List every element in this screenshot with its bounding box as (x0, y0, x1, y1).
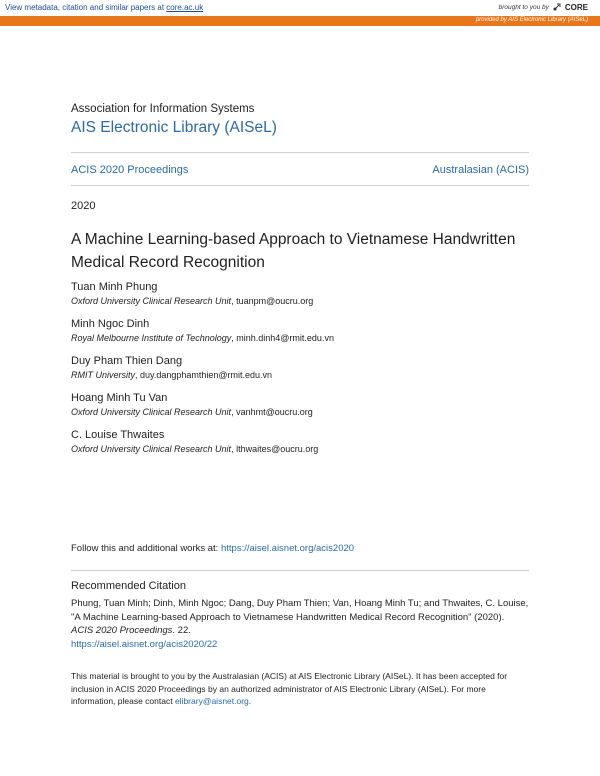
citation-number: . 22. (172, 625, 191, 636)
divider-citation (71, 570, 529, 571)
author-institution: RMIT University (71, 370, 136, 380)
author-name: Duy Pham Thien Dang (71, 355, 183, 367)
author-affiliation (71, 332, 531, 345)
author-entry (71, 318, 531, 355)
author-institution: Oxford University Clinical Research Unit (71, 407, 232, 417)
contact-email-link[interactable]: elibrary@aisnet.org (174, 696, 249, 706)
author-entry (71, 355, 531, 392)
citation-heading: Recommended Citation (71, 580, 186, 592)
author-affiliation (71, 406, 531, 419)
citation-link[interactable]: https://aisel.aisnet.org/acis2020/22 (71, 638, 218, 650)
author-institution: Oxford University Clinical Research Unit (71, 296, 232, 306)
author-entry (71, 281, 531, 318)
citation-line-proceedings (71, 624, 541, 638)
footer-line-3 (71, 695, 541, 708)
publication-year: 2020 (71, 200, 96, 212)
footer-line-2: inclusion in ACIS 2020 Proceedings by an authorized administrator of AIS Electronic Library (AISeL). For more (71, 683, 486, 694)
author-affiliation (71, 369, 531, 382)
footer-line-1: This material is brought to you by the Australasian (ACIS) at AIS Electronic Library (AISeL). It has been accepted for (71, 671, 508, 681)
author-name: Hoang Minh Tu Van (71, 392, 168, 404)
core-provider-bar (0, 16, 600, 26)
follow-text: Follow this and additional works at: (71, 543, 221, 554)
divider-collection (71, 185, 529, 186)
author-name: Minh Ngoc Dinh (71, 318, 150, 330)
author-email: , vanhmt@oucru.org (231, 407, 313, 417)
paper-title: A Machine Learning-based Approach to Vietnamese Handwritten Medical Record Recognition (71, 231, 516, 271)
core-metadata-link[interactable] (5, 3, 203, 12)
author-name: Tuan Minh Phung (71, 281, 158, 293)
collection-link-proceedings[interactable]: ACIS 2020 Proceedings (71, 164, 189, 176)
author-institution: Oxford University Clinical Research Unit (71, 444, 232, 454)
core-logo-text: CORE (564, 2, 588, 12)
brought-to-you-text: brought to you by (498, 3, 549, 11)
author-email: , duy.dangphamthien@rmit.edu.vn (135, 370, 273, 380)
core-logo-icon (552, 2, 562, 12)
author-email: , minh.dinh4@rmit.edu.vn (231, 333, 334, 343)
citation-line-authors: Phung, Tuan Minh; Dinh, Minh Ngoc; Dang, Duy Pham Thien; Van, Hoang Minh Tu; and Thwaites, C. Louise, (71, 598, 529, 609)
core-link-domain[interactable]: core.ac.uk (166, 3, 204, 12)
author-name: C. Louise Thwaites (71, 429, 165, 441)
provided-by-text: provided by AIS Electronic Library (AISeL) (475, 17, 588, 23)
author-institution: Royal Melbourne Institute of Technology (71, 333, 232, 343)
author-email: , tuanpm@oucru.org (231, 296, 314, 306)
follow-works-line (71, 543, 354, 554)
footer-contact-suffix: . (248, 696, 252, 706)
organization-name: Association for Information Systems (71, 103, 255, 115)
citation-body (71, 597, 541, 651)
footer-notice (71, 670, 541, 708)
library-link[interactable]: AIS Electronic Library (AISeL) (71, 119, 277, 136)
core-top-banner (0, 0, 600, 16)
author-list (71, 281, 531, 466)
author-email: , lthwaites@oucru.org (231, 444, 319, 454)
author-entry (71, 429, 531, 466)
follow-works-link[interactable]: https://aisel.aisnet.org/acis2020 (220, 543, 355, 554)
footer-contact-prefix: information, please contact (71, 696, 175, 706)
author-affiliation (71, 443, 531, 456)
collection-link-australasian[interactable]: Australasian (ACIS) (432, 164, 529, 176)
author-entry (71, 392, 531, 429)
divider-top (71, 152, 529, 153)
core-link-prefix: View metadata, citation and similar papers at (5, 3, 167, 12)
citation-line-title: "A Machine Learning-based Approach to Vietnamese Handwritten Medical Record Recognition" (2020). (71, 611, 505, 623)
core-brand[interactable] (499, 2, 588, 12)
author-affiliation (71, 295, 531, 308)
citation-proceedings: ACIS 2020 Proceedings (71, 625, 173, 636)
